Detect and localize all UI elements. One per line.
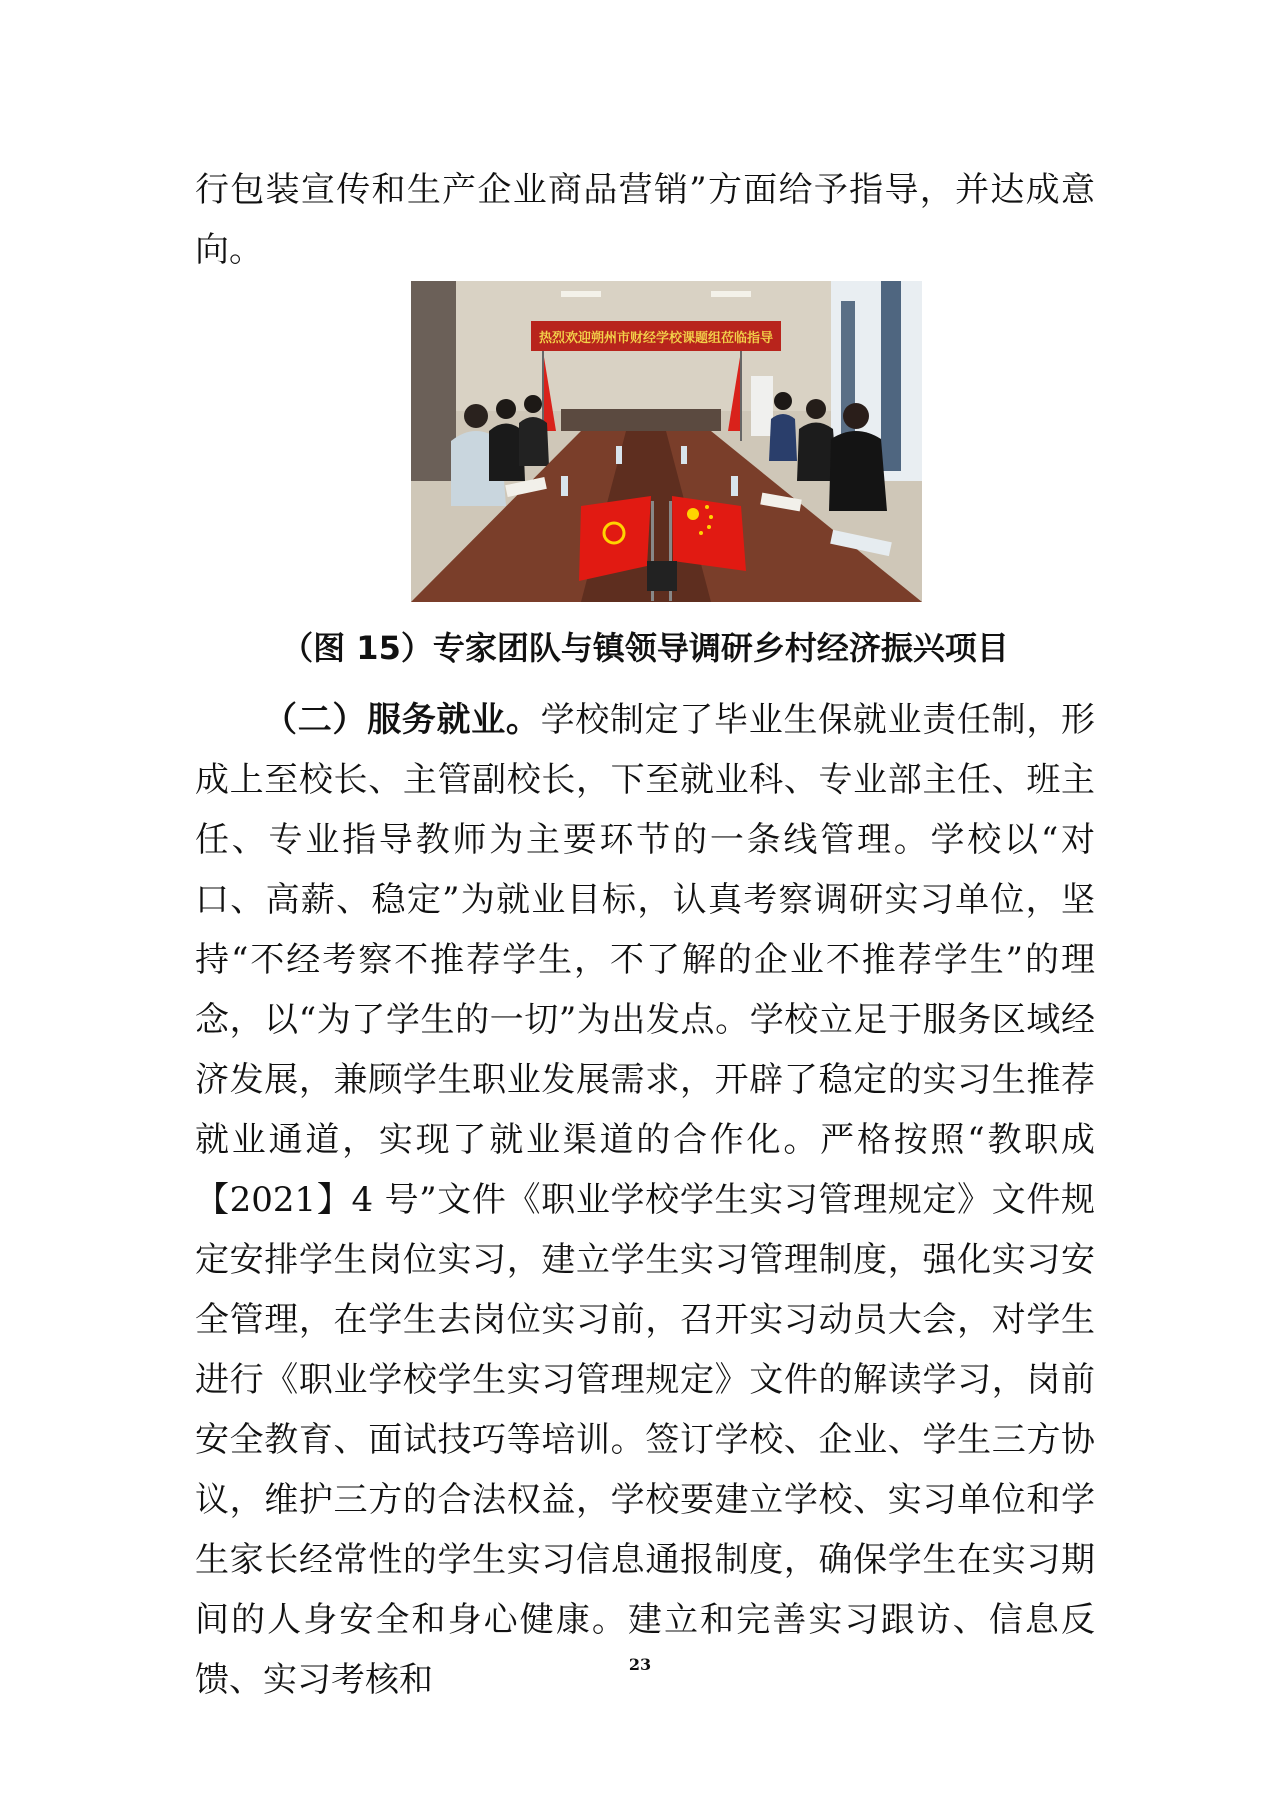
page-number: 23 <box>628 1655 652 1674</box>
section-heading: （二）服务就业。 <box>263 700 541 740</box>
main-paragraph <box>195 690 1095 1710</box>
top-paragraph: 行包装宣传和生产企业商品营销”方面给予指导，并达成意向。 <box>195 170 1095 270</box>
meeting-photo-illustration <box>411 281 922 602</box>
banner-text: 热烈欢迎朔州市财经学校课题组莅临指导 <box>538 331 774 346</box>
main-paragraph-body: 学校制定了毕业生保就业责任制，形成上至校长、主管副校长，下至就业科、专业部主任、班主任、专业指导教师为主要环节的一条线管理。学校以“对口、高薪、稳定”为就业目标，认真考察调研实习单位，坚持“不经考察不推荐学生，不了解的企业不推荐学生”的理念，以“为了学生的一切”为出发点。学校立足于服务区域经济发展，兼顾学生职业发展需求，开辟了稳定的实习生推荐就业通道，实现了就业渠道的合作化。严格按照“教职成【2021】4 号”文件《职业学校学生实习管理规定》文件规定安排学生岗位实习，建立学生实习管理制度，强化实习安全管理，在学生去岗位实习前，召开实习动员大会，对学生进行《职业学校学生实习管理规定》文件的解读学习，岗前安全教育、面试技巧等培训。签订学校、企业、学生三方协议，维护三方的合法权益，学校要建立学校、实习单位和学生家长经常性的学生实习信息通报制度，确保学生在实习期间的人身安全和身心健康。建立和完善实习跟访、信息反馈、实习考核和 <box>195 700 1096 1700</box>
meeting-photo <box>411 281 922 602</box>
figure-caption: （图 15）专家团队与镇领导调研乡村经济振兴项目 <box>281 629 1009 667</box>
